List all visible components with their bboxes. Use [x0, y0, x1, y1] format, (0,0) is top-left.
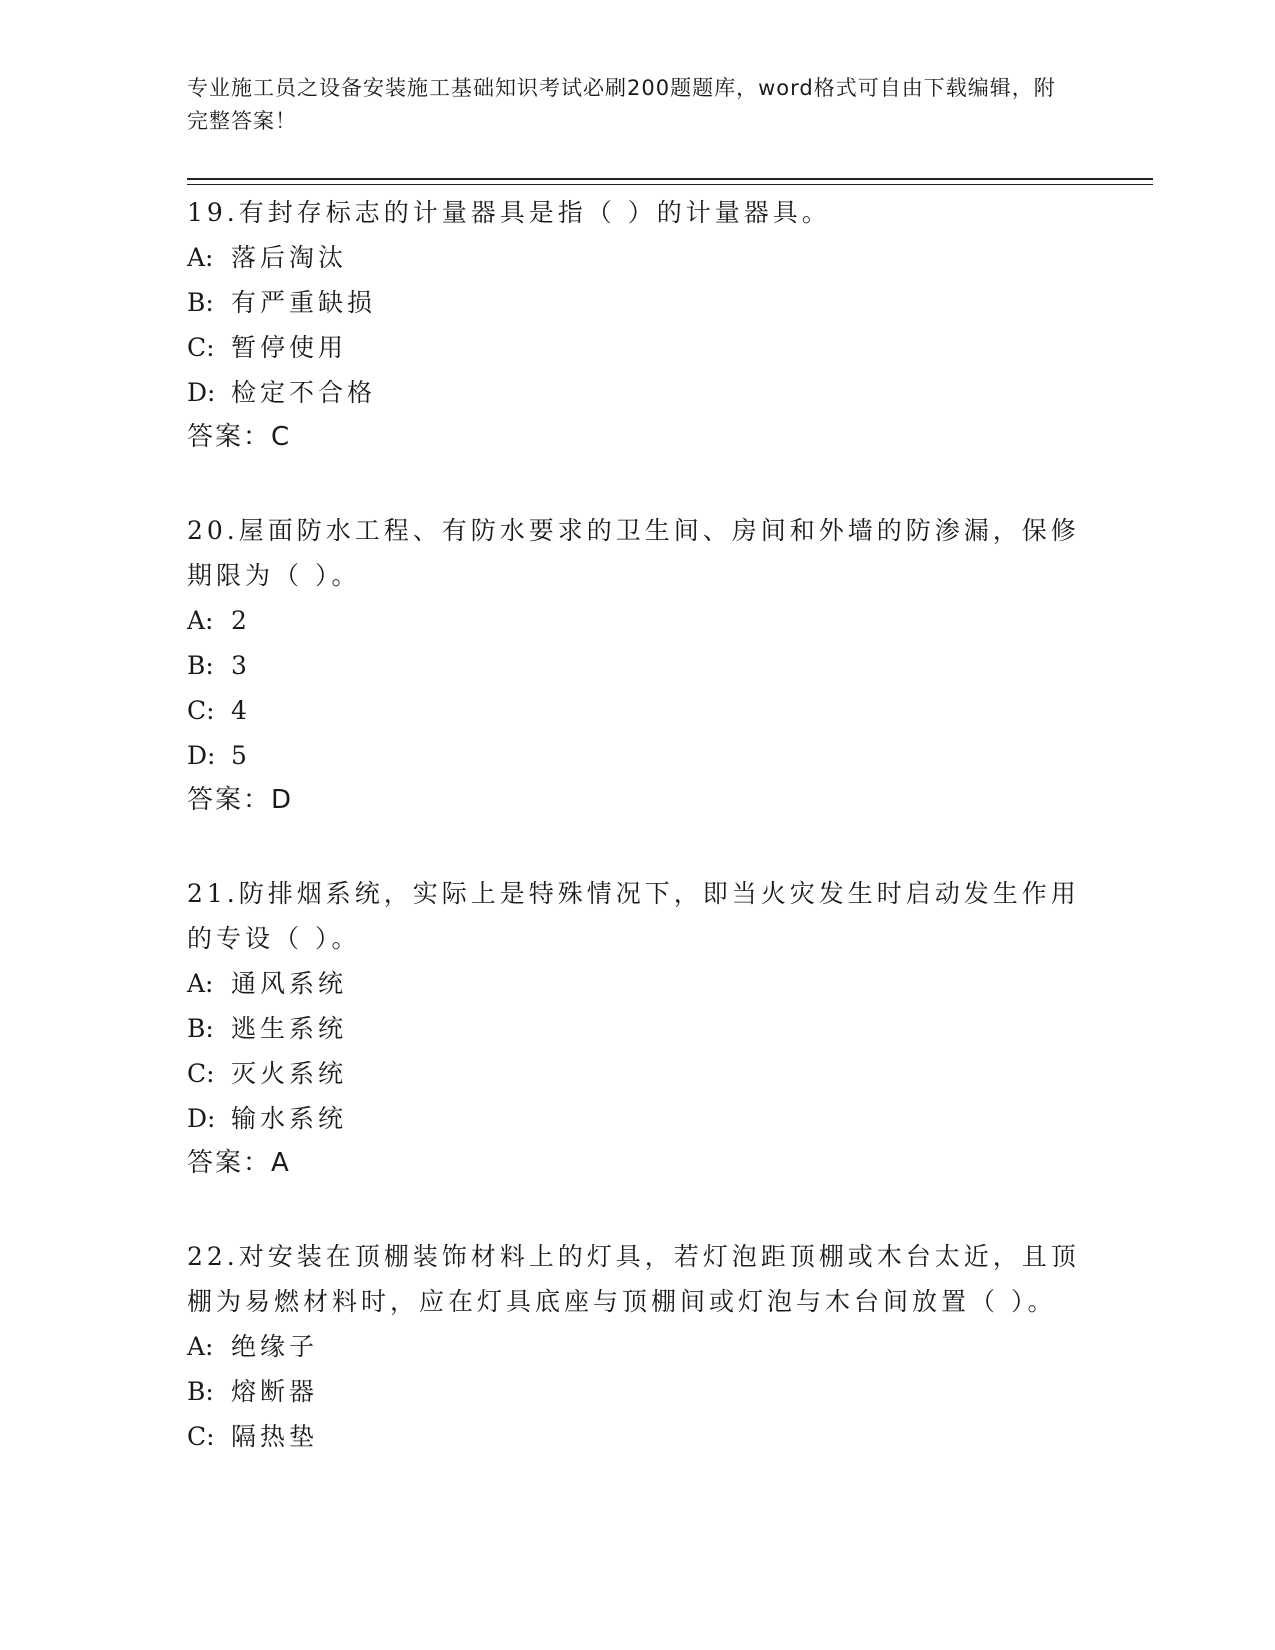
answer-line: 答案：D [187, 785, 294, 815]
option-a [187, 235, 1087, 280]
option-c [187, 1051, 1087, 1096]
option-d [187, 733, 1087, 778]
question-21 [187, 871, 1087, 1186]
option-d [187, 370, 1087, 415]
question-22 [187, 1234, 1087, 1459]
option-text: 熔断器 [231, 1377, 319, 1406]
option-letter: C: [187, 333, 215, 362]
option-letter: B: [187, 651, 214, 680]
option-a [187, 961, 1087, 1006]
option-letter: C: [187, 1059, 215, 1088]
question-list [187, 190, 1087, 1507]
option-text: 绝缘子 [231, 1332, 319, 1361]
header-divider [187, 178, 1153, 180]
option-letter: D: [187, 1104, 216, 1133]
question-20 [187, 508, 1087, 823]
option-text: 5 [231, 741, 251, 770]
option-b [187, 1369, 1087, 1414]
question-stem: 20.屋面防水工程、有防水要求的卫生间、房间和外墙的防渗漏，保修期限为（ ）。 [187, 516, 1080, 590]
option-text: 检定不合格 [231, 378, 377, 407]
answer-line: 答案：C [187, 422, 292, 452]
option-text: 3 [231, 651, 251, 680]
option-letter: D: [187, 741, 216, 770]
option-letter: C: [187, 1422, 215, 1451]
option-text: 逃生系统 [231, 1014, 348, 1043]
option-text: 通风系统 [231, 969, 348, 998]
question-stem: 19.有封存标志的计量器具是指（ ）的计量器具。 [187, 198, 831, 227]
option-b [187, 1006, 1087, 1051]
option-text: 2 [231, 606, 251, 635]
option-letter: D: [187, 378, 216, 407]
option-text: 4 [231, 696, 251, 725]
option-text: 有严重缺损 [231, 288, 377, 317]
option-d [187, 1096, 1087, 1141]
option-letter: A: [187, 606, 214, 635]
option-b [187, 280, 1087, 325]
option-letter: A: [187, 1332, 214, 1361]
option-letter: B: [187, 1014, 214, 1043]
option-c [187, 1414, 1087, 1459]
answer-line: 答案：A [187, 1148, 291, 1178]
header-divider-thin [187, 184, 1153, 185]
option-a [187, 1324, 1087, 1369]
question-19 [187, 190, 1087, 460]
question-stem: 21.防排烟系统，实际上是特殊情况下，即当火灾发生时启动发生作用的专设（ ）。 [187, 879, 1080, 953]
option-b [187, 643, 1087, 688]
option-letter: B: [187, 288, 214, 317]
option-text: 暂停使用 [231, 333, 348, 362]
option-text: 隔热垫 [231, 1422, 319, 1451]
option-letter: A: [187, 243, 214, 272]
option-c [187, 688, 1087, 733]
option-letter: B: [187, 1377, 214, 1406]
option-c [187, 325, 1087, 370]
option-letter: C: [187, 696, 215, 725]
option-text: 输水系统 [231, 1104, 348, 1133]
option-text: 落后淘汰 [231, 243, 348, 272]
option-text: 灭火系统 [231, 1059, 348, 1088]
option-letter: A: [187, 969, 214, 998]
question-stem: 22.对安装在顶棚装饰材料上的灯具，若灯泡距顶棚或木台太近，且顶棚为易燃材料时，应在灯具底座与顶棚间或灯泡与木台间放置（ ）。 [187, 1242, 1080, 1316]
option-a [187, 598, 1087, 643]
document-header: 专业施工员之设备安装施工基础知识考试必刷200题题库，word格式可自由下载编辑，附完整答案！ [187, 76, 1056, 133]
